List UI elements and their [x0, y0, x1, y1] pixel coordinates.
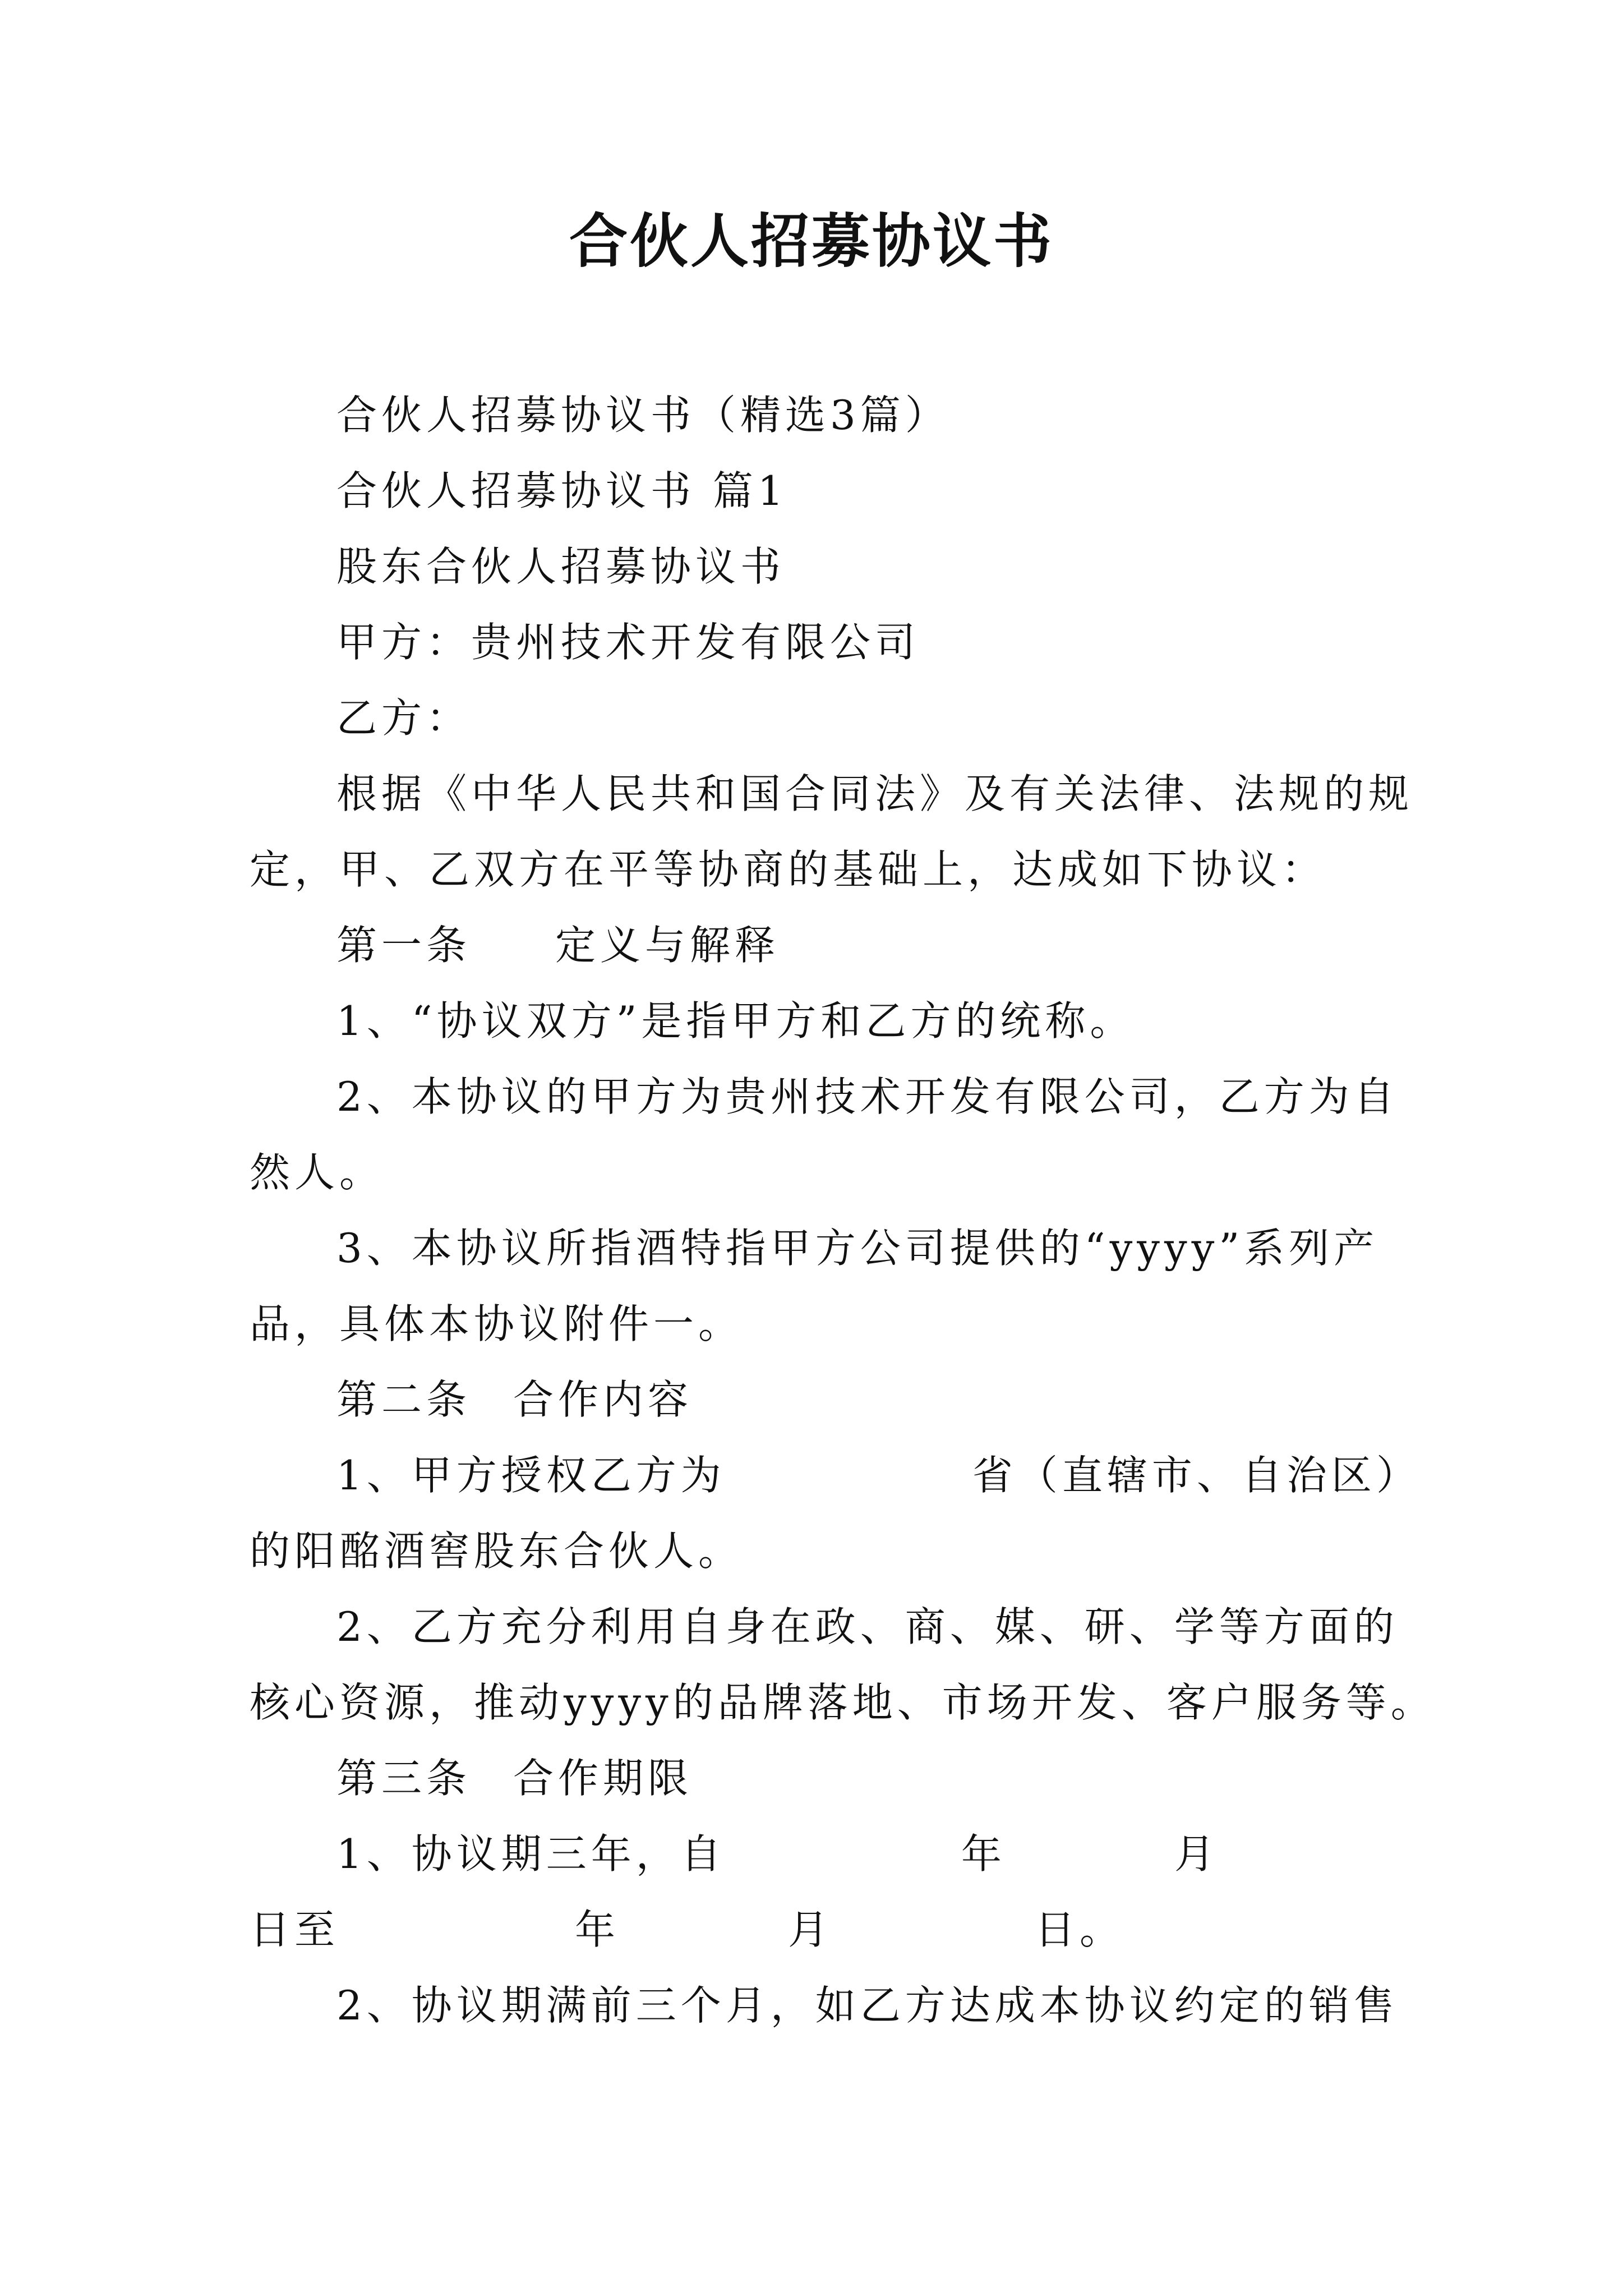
- blank-day: 日至: [250, 1906, 340, 1953]
- party-a: 甲方：贵州技术开发有限公司: [336, 619, 920, 666]
- paragraph-line: 定，甲、乙双方在平等协商的基础上，达成如下协议：: [250, 846, 1327, 893]
- blank-month: 月: [1174, 1830, 1219, 1878]
- article-title: 定义与解释: [555, 922, 780, 969]
- article-number: 第二条: [336, 1376, 472, 1423]
- clause: 2、协议期满前三个月，如乙方达成本协议约定的销售: [336, 1982, 1399, 2029]
- clause-text: 1、协议期三年，自: [336, 1830, 726, 1878]
- clause-continuation: 然人。: [250, 1149, 385, 1196]
- section-heading: 合伙人招募协议书 篇1: [336, 467, 788, 514]
- clause: 1、“协议双方”是指甲方和乙方的统称。: [336, 997, 1135, 1045]
- clause-continuation: [250, 1902, 1124, 1958]
- article-number: 第一条: [336, 922, 472, 969]
- document-title: 合伙人招募协议书: [569, 206, 1054, 275]
- blank-day: 日。: [1035, 1906, 1125, 1953]
- clause-continuation: 的阳酩酒窖股东合伙人。: [250, 1527, 744, 1575]
- party-b: 乙方：: [336, 694, 472, 742]
- clause: 2、本协议的甲方为贵州技术开发有限公司，乙方为自: [336, 1073, 1399, 1120]
- clause: [336, 1826, 1219, 1882]
- clause-continuation: 品，具体本协议附件一。: [250, 1300, 744, 1347]
- clause-continuation: 核心资源，推动yyyy的品牌落地、市场开发、客户服务等。: [250, 1679, 1436, 1726]
- article-heading: [336, 917, 780, 973]
- clause: 2、乙方充分利用自身在政、商、媒、研、学等方面的: [336, 1603, 1399, 1650]
- article-number: 第三条: [336, 1755, 472, 1802]
- blank-year: 年: [575, 1906, 620, 1953]
- blank-month: 月: [788, 1906, 833, 1953]
- subtitle: 合伙人招募协议书（精选3篇）: [336, 392, 950, 439]
- article-heading: [336, 1750, 693, 1806]
- paragraph-line: 根据《中华人民共和国合同法》及有关法律、法规的规: [336, 770, 1414, 817]
- clause-text: 1、甲方授权乙方为: [336, 1452, 726, 1499]
- blank-year: 年: [961, 1830, 1006, 1878]
- clause: [336, 1447, 1421, 1503]
- article-heading: [336, 1372, 693, 1428]
- clause: 3、本协议所指酒特指甲方公司提供的“yyyy”系列产: [336, 1225, 1379, 1272]
- clause-text: 省（直辖市、自治区）: [972, 1452, 1421, 1499]
- article-title: 合作内容: [513, 1376, 693, 1423]
- agreement-name: 股东合伙人招募协议书: [336, 543, 786, 590]
- article-title: 合作期限: [513, 1755, 693, 1802]
